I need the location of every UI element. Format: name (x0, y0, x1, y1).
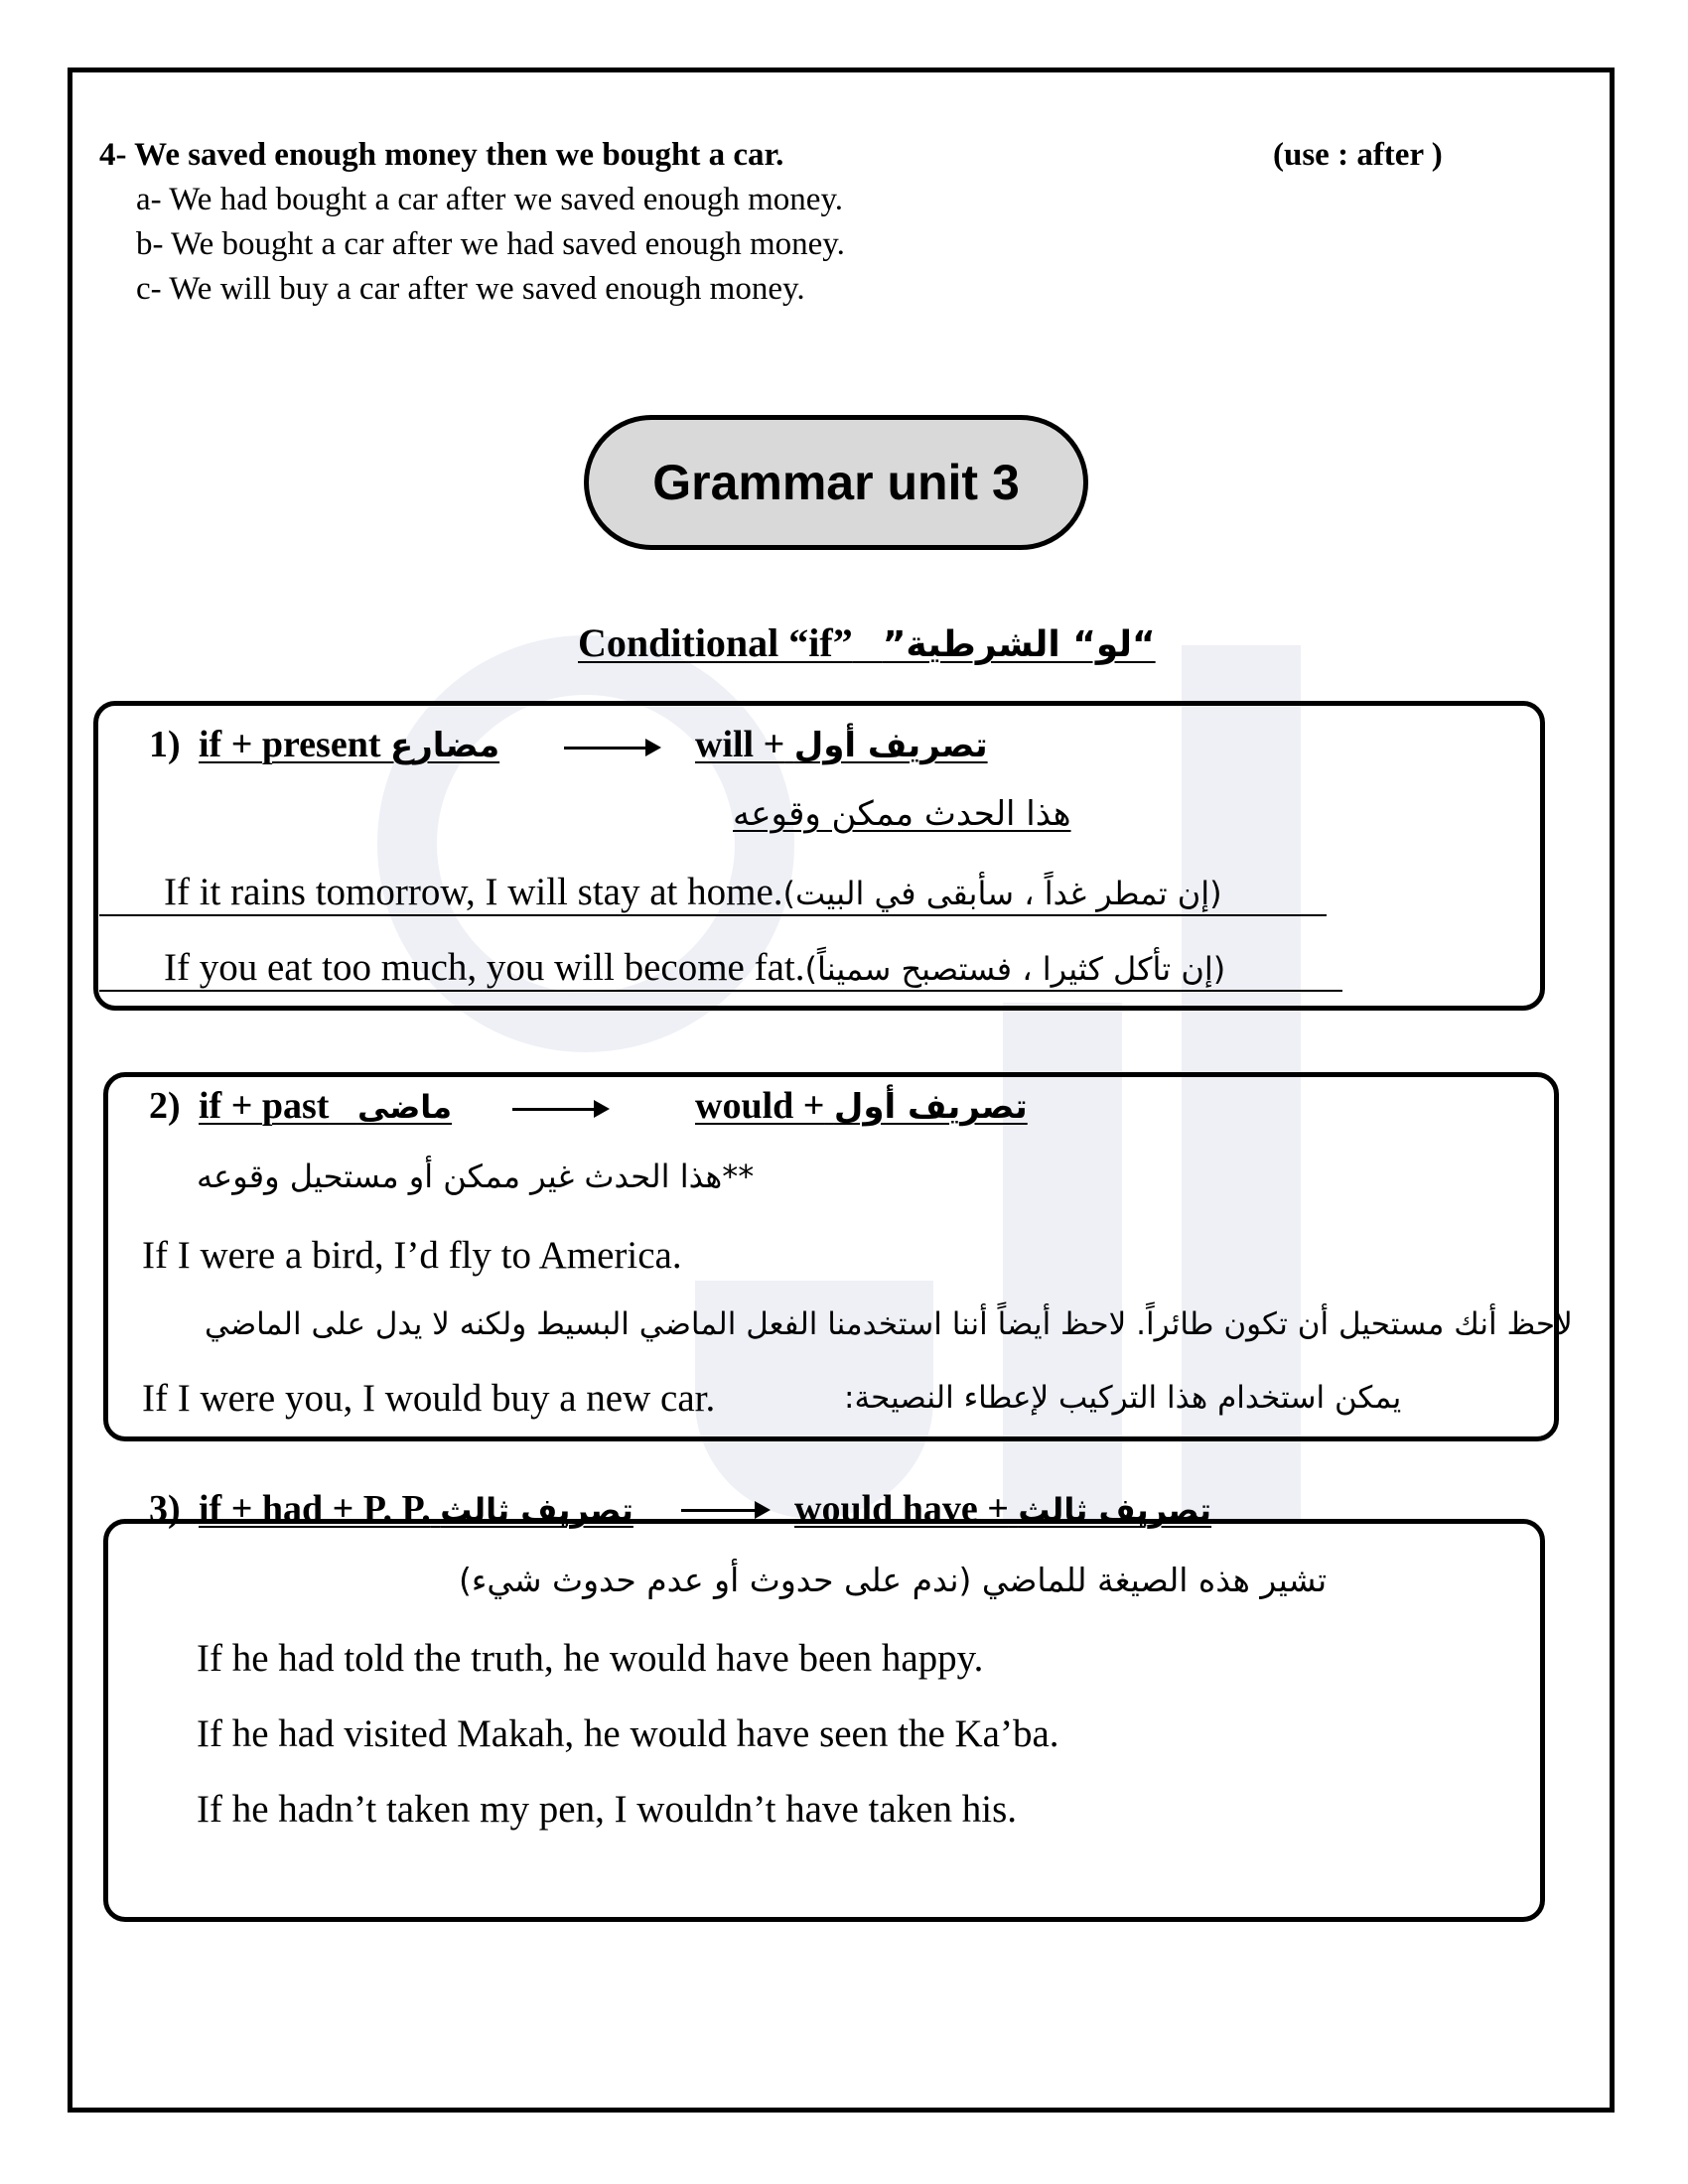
rule2-arabic-past: ماضى (356, 1088, 453, 1126)
rule3-result (794, 1487, 1211, 1531)
rule2-note: **هذا الحدث غير ممكن أو مستحيل وقوعه (197, 1158, 755, 1195)
unit-title (584, 415, 1088, 550)
rule3-number: 3) (149, 1488, 181, 1530)
rule1-formula-text: if + present (199, 724, 381, 765)
option-c: c- We will buy a car after we saved enough money. (136, 271, 805, 307)
rule3-example1: If he had told the truth, he would have been happy. (197, 1637, 984, 1680)
rule1-arrow (564, 747, 657, 750)
rule1-formula (199, 723, 499, 766)
rule1-result-text: will + (695, 724, 785, 765)
rule1-example1 (164, 870, 1222, 914)
rule2-result-text: would + (695, 1085, 825, 1127)
heading-arabic: “لو“ الشرطية” (882, 624, 1156, 665)
rule3-formula-text: if + had + P. P. (199, 1488, 431, 1530)
rule1-example1-ar: (إن تمطر غداً ، سأبقى في البيت) (782, 875, 1222, 912)
rule1-arabic-result: تصريف أول (793, 726, 988, 765)
rule1-example2 (164, 945, 1225, 990)
rule2-example1: If I were a bird, I’d fly to America. (142, 1234, 682, 1277)
section-heading (578, 619, 1156, 666)
heading-english: Conditional “if” (578, 620, 853, 665)
rule2-arrow (512, 1108, 606, 1111)
rule3-arabic-result: تصريف ثالث (1018, 1491, 1212, 1529)
rule2-arabic-result: تصريف أول (833, 1087, 1028, 1127)
rule3-arabic-pp: تصريف ثالث (440, 1491, 633, 1529)
question-stem: 4- We saved enough money then we bought a car. (99, 137, 784, 173)
rule3-arrow (681, 1509, 767, 1512)
rule1-example1-en: If it rains tomorrow, I will stay at home. (164, 871, 783, 913)
rule2-advice-note: يمكن استخدام هذا التركيب لإعطاء النصيحة: (844, 1380, 1402, 1416)
rule1-example2-underline (99, 990, 1342, 992)
rule1-note: هذا الحدث ممكن وقوعه (733, 794, 1071, 834)
option-a: a- We had bought a car after we saved enough money. (136, 182, 844, 217)
rule1-example2-ar: (إن تأكل كثيرا ، فستصبح سميناً) (804, 950, 1226, 988)
rule2-formula (199, 1084, 452, 1128)
rule2-example2: If I were you, I would buy a new car. (142, 1377, 716, 1420)
rule1-arabic-present: مضارع (390, 726, 500, 765)
question-hint: (use : after ) (1273, 137, 1443, 173)
rule3-formula (199, 1487, 633, 1531)
rule1-result (695, 723, 988, 766)
option-b: b- We bought a car after we had saved enough money. (136, 226, 845, 262)
rule3-result-text: would have + (794, 1488, 1009, 1530)
rule3-note: تشير هذه الصيغة للماضي (ندم على حدوث أو عدم حدوث شيء) (459, 1561, 1328, 1599)
unit-title-text: Grammar unit 3 (652, 455, 1020, 510)
rule3-example2: If he had visited Makah, he would have seen the Ka’ba. (197, 1712, 1059, 1755)
rule2-explanation: لاحظ أنك مستحيل أن تكون طائراً. لاحظ أيضاً أننا استخدمنا الفعل الماضي البسيط ولكنه لا يدل على الماضي (205, 1306, 1573, 1342)
rule2-result (695, 1084, 1028, 1128)
rule1-number: 1) (149, 724, 181, 765)
rule2-formula-text: if + past (199, 1085, 330, 1127)
rule1-example2-en: If you eat too much, you will become fat. (164, 946, 805, 989)
rule3-example3: If he hadn’t taken my pen, I wouldn’t have taken his. (197, 1788, 1018, 1831)
rule2-number: 2) (149, 1085, 181, 1127)
rule1-example1-underline (99, 914, 1327, 916)
